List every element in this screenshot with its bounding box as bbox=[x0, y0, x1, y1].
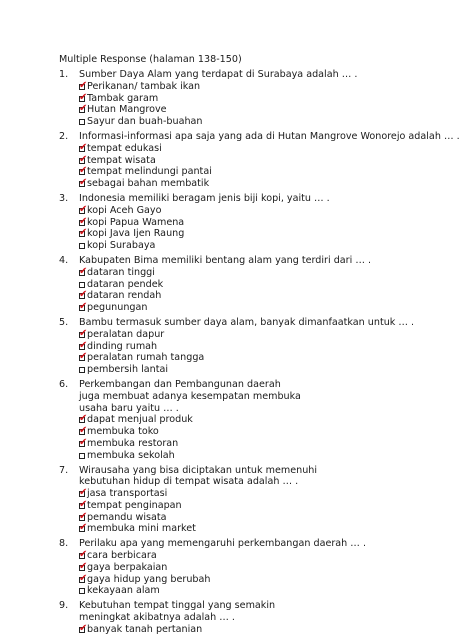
answer-option[interactable] bbox=[79, 438, 449, 450]
question-body bbox=[79, 193, 449, 252]
question-text: Informasi-informasi apa saja yang ada di Hutan Mangrove Wonorejo adalah … . bbox=[79, 130, 460, 142]
question-text: Kebutuhan tempat tinggal yang semakin bbox=[79, 600, 276, 612]
checkbox-icon[interactable] bbox=[79, 549, 88, 561]
answer-option[interactable] bbox=[79, 155, 449, 167]
answer-option[interactable] bbox=[79, 166, 449, 178]
answer-option-label: kopi Aceh Gayo bbox=[87, 204, 162, 216]
answer-option-label: peralatan dapur bbox=[87, 328, 165, 340]
answer-option-label: Perikanan/ tambak ikan bbox=[87, 80, 201, 92]
checkbox-icon[interactable] bbox=[79, 351, 88, 363]
answer-option-label: membuka mini market bbox=[87, 523, 196, 535]
question-body bbox=[79, 255, 449, 314]
answer-option[interactable] bbox=[79, 426, 449, 438]
answer-option[interactable] bbox=[79, 205, 449, 217]
answer-option-label: kopi Surabaya bbox=[87, 240, 156, 252]
checkbox-icon[interactable] bbox=[79, 79, 88, 91]
answer-option[interactable] bbox=[79, 267, 449, 279]
answer-option[interactable] bbox=[79, 81, 449, 93]
check-mark-icon: ✔ bbox=[79, 203, 88, 215]
answer-option-label: tempat edukasi bbox=[87, 142, 162, 154]
checkbox-icon[interactable] bbox=[79, 367, 85, 373]
answer-option[interactable] bbox=[79, 217, 449, 229]
answer-option-label: Hutan Mangrove bbox=[87, 104, 167, 116]
check-mark-icon: ✔ bbox=[79, 339, 88, 351]
checkbox-icon[interactable] bbox=[79, 91, 88, 103]
check-mark-icon: ✔ bbox=[79, 79, 88, 91]
answer-option-label: kopi Papua Wamena bbox=[87, 216, 185, 228]
answer-option[interactable] bbox=[79, 240, 449, 252]
answer-option-label: cara berbicara bbox=[87, 550, 157, 562]
checkbox-icon[interactable] bbox=[79, 265, 88, 277]
check-mark-icon: ✔ bbox=[79, 177, 88, 189]
answer-option[interactable] bbox=[79, 364, 449, 376]
answer-option-label: tempat penginapan bbox=[87, 499, 182, 511]
question-item bbox=[59, 317, 449, 376]
question-body bbox=[79, 130, 460, 190]
answer-option-label: peralatan rumah tangga bbox=[87, 352, 205, 364]
answer-option[interactable] bbox=[79, 352, 449, 364]
answer-option-label: gaya berpakaian bbox=[87, 561, 168, 573]
check-mark-icon: ✔ bbox=[79, 327, 88, 339]
page-title: Multiple Response (halaman 138-150) bbox=[59, 54, 242, 65]
checkbox-icon[interactable] bbox=[79, 560, 88, 572]
checkbox-icon[interactable] bbox=[79, 227, 88, 239]
checkbox-icon[interactable] bbox=[79, 103, 88, 115]
answer-option-label: jasa transportasi bbox=[87, 488, 168, 500]
checkbox-icon[interactable] bbox=[79, 243, 85, 249]
question-text: meningkat akibatnya adalah … . bbox=[79, 612, 235, 624]
answer-option-label: pembersih lantai bbox=[87, 364, 168, 376]
answer-option[interactable] bbox=[79, 574, 449, 586]
answer-option[interactable] bbox=[79, 143, 449, 155]
question-body bbox=[79, 379, 449, 462]
answer-option-label: Tambak garam bbox=[87, 92, 159, 104]
question-number: 5. bbox=[59, 316, 69, 328]
answer-option-label: tempat melindungi pantai bbox=[87, 166, 212, 178]
checkbox-icon[interactable] bbox=[79, 165, 88, 177]
answer-option[interactable] bbox=[79, 624, 449, 636]
check-mark-icon: ✔ bbox=[79, 487, 88, 499]
question-item bbox=[59, 538, 449, 597]
answer-option[interactable] bbox=[79, 585, 449, 597]
checkbox-icon[interactable] bbox=[79, 522, 88, 534]
answer-option-label: dataran pendek bbox=[87, 278, 164, 290]
question-list bbox=[59, 69, 460, 639]
question-number: 7. bbox=[59, 464, 69, 476]
check-mark-icon: ✔ bbox=[79, 265, 88, 277]
check-mark-icon: ✔ bbox=[79, 436, 88, 448]
checkbox-icon[interactable] bbox=[79, 572, 88, 584]
checkbox-icon[interactable] bbox=[79, 425, 88, 437]
answer-option[interactable] bbox=[79, 116, 449, 128]
checkbox-icon[interactable] bbox=[79, 282, 85, 288]
question-text: Bambu termasuk sumber daya alam, banyak dimanfaatkan untuk … . bbox=[79, 316, 415, 328]
question-number: 8. bbox=[59, 538, 69, 550]
checkbox-icon[interactable] bbox=[79, 413, 88, 425]
question-item bbox=[59, 193, 449, 252]
check-mark-icon: ✔ bbox=[79, 215, 88, 227]
answer-option-label: dataran rendah bbox=[87, 290, 162, 302]
answer-option-label: dataran tinggi bbox=[87, 266, 155, 278]
question-text: Perilaku apa yang memengaruhi perkembangan daerah … . bbox=[79, 538, 366, 550]
question-text: Perkembangan dan Pembangunan daerah bbox=[79, 378, 281, 390]
question-number: 4. bbox=[59, 254, 69, 266]
question-body bbox=[79, 465, 449, 536]
answer-option[interactable] bbox=[79, 279, 449, 291]
answer-option-label: pegunungan bbox=[87, 302, 148, 314]
check-mark-icon: ✔ bbox=[79, 227, 88, 239]
check-mark-icon: ✔ bbox=[79, 425, 88, 437]
question-item bbox=[59, 130, 460, 190]
check-mark-icon: ✔ bbox=[79, 560, 88, 572]
question-number: 6. bbox=[59, 378, 69, 390]
question-number: 3. bbox=[59, 192, 69, 204]
check-mark-icon: ✔ bbox=[79, 622, 88, 634]
question-number: 9. bbox=[59, 600, 69, 612]
answer-option[interactable] bbox=[79, 488, 449, 500]
answer-option[interactable] bbox=[79, 500, 449, 512]
answer-option[interactable] bbox=[79, 450, 449, 462]
answer-option[interactable] bbox=[79, 341, 449, 353]
question-text: Indonesia memiliki beragam jenis biji kopi, yaitu … . bbox=[79, 192, 330, 204]
question-item bbox=[59, 600, 449, 635]
checkbox-icon[interactable] bbox=[79, 141, 88, 153]
answer-option[interactable] bbox=[79, 414, 449, 426]
answer-option[interactable] bbox=[79, 93, 449, 105]
question-body bbox=[79, 317, 449, 376]
answer-option[interactable] bbox=[79, 178, 449, 190]
checkbox-icon[interactable] bbox=[79, 453, 85, 459]
question-number: 1. bbox=[59, 69, 69, 80]
answer-option-label: membuka restoran bbox=[87, 437, 179, 449]
question-body bbox=[79, 600, 449, 635]
question-body bbox=[79, 69, 449, 128]
check-mark-icon: ✔ bbox=[79, 351, 88, 363]
question-text: usaha baru yaitu … . bbox=[79, 402, 179, 414]
check-mark-icon: ✔ bbox=[79, 153, 88, 165]
question-text: juga membuat adanya kesempatan membuka bbox=[79, 390, 301, 402]
check-mark-icon: ✔ bbox=[79, 141, 88, 153]
checkbox-icon[interactable] bbox=[79, 301, 88, 313]
checkbox-icon[interactable] bbox=[79, 177, 88, 189]
check-mark-icon: ✔ bbox=[79, 498, 88, 510]
answer-option[interactable] bbox=[79, 512, 449, 524]
answer-option-label: banyak tanah pertanian bbox=[87, 623, 203, 635]
question-text: Sumber Daya Alam yang terdapat di Surabaya adalah … . bbox=[79, 69, 358, 80]
answer-option-label: dapat menjual produk bbox=[87, 414, 193, 426]
checkbox-icon[interactable] bbox=[79, 203, 88, 215]
answer-option[interactable] bbox=[79, 523, 449, 535]
answer-option[interactable] bbox=[79, 290, 449, 302]
checkbox-icon[interactable] bbox=[79, 119, 85, 125]
check-mark-icon: ✔ bbox=[79, 165, 88, 177]
checkbox-icon[interactable] bbox=[79, 510, 88, 522]
checkbox-icon[interactable] bbox=[79, 289, 88, 301]
answer-option[interactable] bbox=[79, 104, 449, 116]
check-mark-icon: ✔ bbox=[79, 510, 88, 522]
answer-option-label: kekayaan alam bbox=[87, 585, 160, 597]
question-item bbox=[59, 465, 449, 536]
answer-option[interactable] bbox=[79, 562, 449, 574]
answer-option-label: Sayur dan buah-buahan bbox=[87, 116, 203, 128]
answer-option[interactable] bbox=[79, 228, 449, 240]
check-mark-icon: ✔ bbox=[79, 289, 88, 301]
check-mark-icon: ✔ bbox=[79, 301, 88, 313]
question-item bbox=[59, 69, 449, 128]
answer-option-label: sebagai bahan membatik bbox=[87, 178, 210, 190]
question-text: Wirausaha yang bisa diciptakan untuk memenuhi bbox=[79, 464, 318, 476]
checkbox-icon[interactable] bbox=[79, 487, 88, 499]
answer-option[interactable] bbox=[79, 329, 449, 341]
check-mark-icon: ✔ bbox=[79, 572, 88, 584]
question-number: 2. bbox=[59, 130, 69, 142]
answer-option-label: dinding rumah bbox=[87, 340, 158, 352]
question-item bbox=[59, 379, 449, 462]
answer-option-label: gaya hidup yang berubah bbox=[87, 573, 211, 585]
check-mark-icon: ✔ bbox=[79, 413, 88, 425]
checkbox-icon[interactable] bbox=[79, 153, 88, 165]
answer-option-label: membuka sekolah bbox=[87, 449, 175, 461]
check-mark-icon: ✔ bbox=[79, 103, 88, 115]
checkbox-icon[interactable] bbox=[79, 588, 85, 594]
answer-option-label: membuka toko bbox=[87, 426, 159, 438]
checkbox-icon[interactable] bbox=[79, 498, 88, 510]
checkbox-icon[interactable] bbox=[79, 327, 88, 339]
checkbox-icon[interactable] bbox=[79, 436, 88, 448]
check-mark-icon: ✔ bbox=[79, 91, 88, 103]
checkbox-icon[interactable] bbox=[79, 215, 88, 227]
check-mark-icon: ✔ bbox=[79, 522, 88, 534]
question-item bbox=[59, 255, 449, 314]
check-mark-icon: ✔ bbox=[79, 549, 88, 561]
question-text: kebutuhan hidup di tempat wisata adalah … . bbox=[79, 476, 299, 488]
answer-option-label: kopi Java Ijen Raung bbox=[87, 228, 185, 240]
question-text: Kabupaten Bima memiliki bentang alam yang terdiri dari … . bbox=[79, 254, 372, 266]
question-body bbox=[79, 538, 449, 597]
answer-option[interactable] bbox=[79, 550, 449, 562]
answer-option[interactable] bbox=[79, 302, 449, 314]
checkbox-icon[interactable] bbox=[79, 339, 88, 351]
answer-option-label: tempat wisata bbox=[87, 154, 156, 166]
answer-option-label: pemandu wisata bbox=[87, 511, 167, 523]
